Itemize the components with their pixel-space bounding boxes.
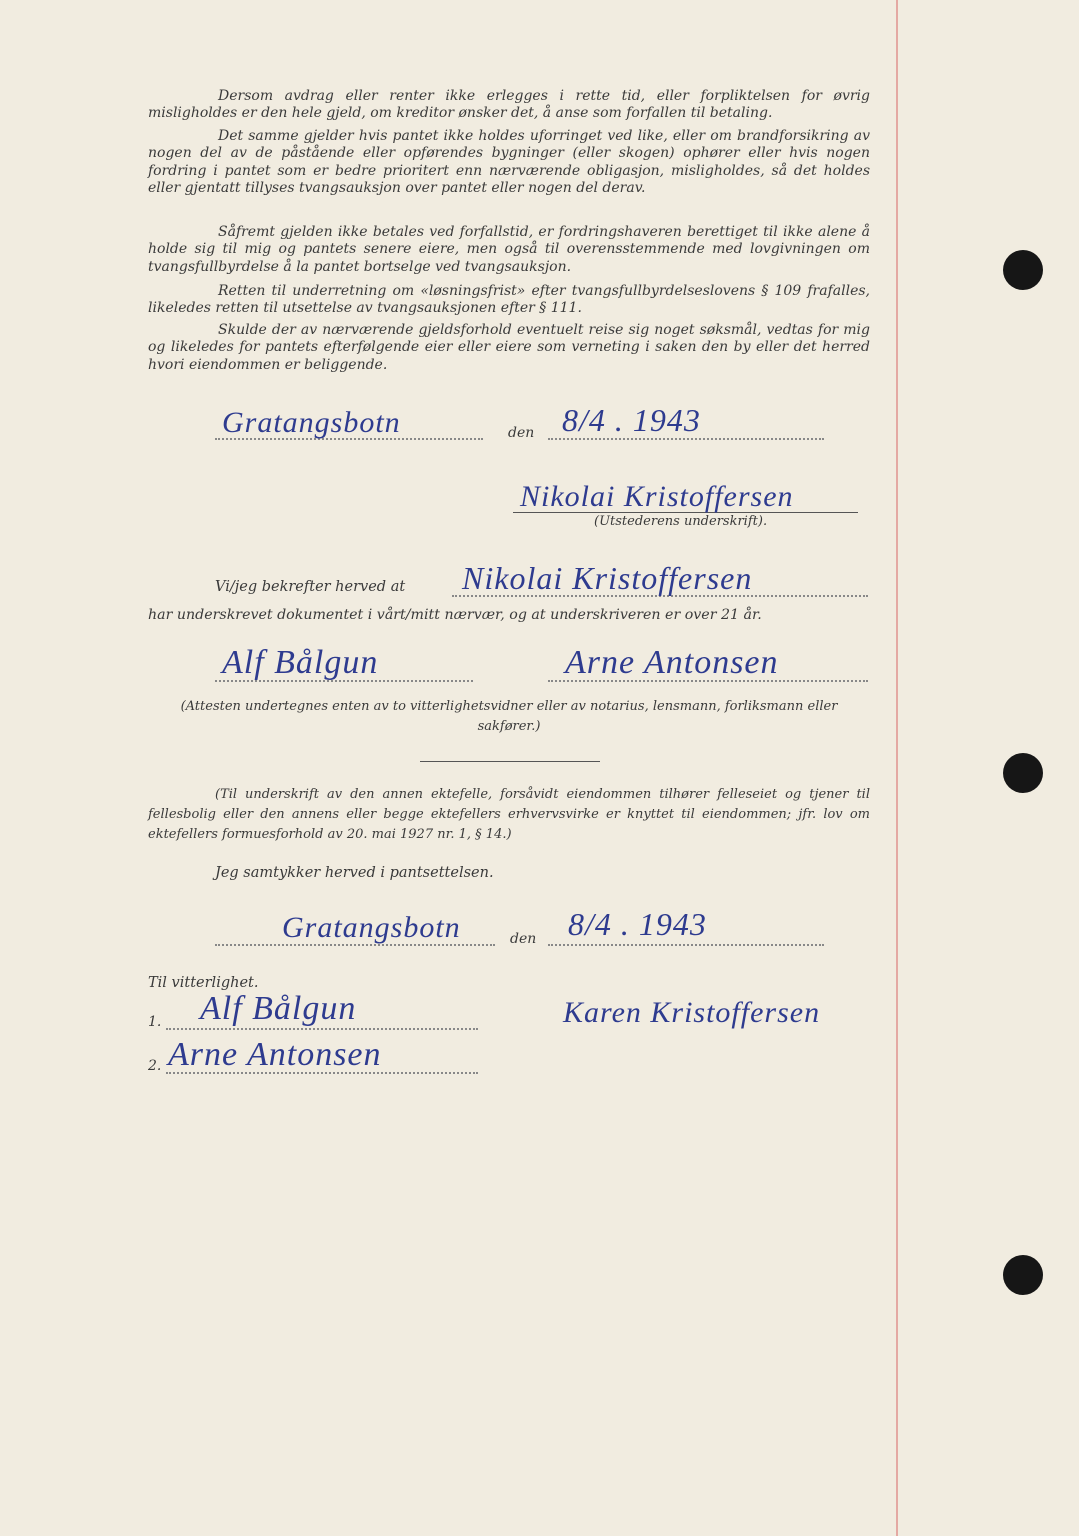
- punch-hole: [1003, 1255, 1043, 1295]
- witness-dotted-line: [166, 1028, 478, 1030]
- punch-hole: [1003, 753, 1043, 793]
- consent-statement: Jeg samtykker herved i pantsettelsen.: [215, 865, 494, 881]
- spouse-signature: Karen Kristoffersen: [563, 996, 821, 1029]
- den-label: den: [508, 425, 535, 441]
- witness-number: 1.: [148, 1014, 162, 1030]
- witnessed-name-handwriting: Nikolai Kristoffersen: [462, 560, 753, 596]
- margin-rule: [896, 0, 898, 1536]
- divider: [420, 761, 600, 762]
- terms-paragraph: Dersom avdrag eller renter ikke erlegges i rette tid, eller forpliktelsen for øvrig misligholdes er den hele gjeld, om kreditor ønsker det, å anse som forfallen til betaling.: [148, 88, 870, 122]
- punch-hole: [1003, 250, 1043, 290]
- witness-number: 2.: [148, 1058, 162, 1074]
- den-label: den: [510, 931, 537, 947]
- date-handwriting: 8/4 . 1943: [568, 906, 707, 942]
- attest-note: (Attesten undertegnes enten av to vitterlighetsvidner eller av notarius, lensmann, forliksmann eller sakfører.): [180, 699, 838, 734]
- terms-paragraph: Skulde der av nærværende gjeldsforhold eventuelt reise sig noget søksmål, vedtas for mig og likeledes for pantets efterfølgende eier eller eiere som verneting i saken den by eller det herred hvori eiendommen er beliggende.: [148, 322, 870, 373]
- terms-paragraph: Såfremt gjelden ikke betales ved forfallstid, er fordringshaveren berettiget til ikke alene å holde sig til mig og pantets senere eiere, men også til overensstemmende med lovgivningen om tvangsfullbyrdelse å la pantet bortselge ved tvangsauksjon.: [148, 224, 870, 275]
- witness-statement-prefix: Vi/jeg bekrefter herved at: [215, 579, 406, 595]
- date-handwriting: 8/4 . 1943: [562, 402, 701, 438]
- issuer-caption: (Utstederens underskrift).: [594, 514, 768, 529]
- place-handwriting: Gratangsbotn: [282, 911, 461, 944]
- date-dotted-line: [548, 944, 824, 946]
- witness-signature: Arne Antonsen: [565, 644, 779, 681]
- place-handwriting: Gratangsbotn: [222, 406, 401, 439]
- til-vitterlighet-label: Til vitterlighet.: [148, 975, 259, 991]
- witness-signature: Alf Bålgun: [200, 990, 357, 1027]
- issuer-signature: Nikolai Kristoffersen: [520, 480, 794, 513]
- terms-paragraph: Det samme gjelder hvis pantet ikke holdes uforringet ved like, eller om brandforsikring av nogen del av de påstående eller opførendes bygninger (eller skogen) ophører eller hvis nogen fordring i pantet som er bedre prioritert enn nærværende obligasjon, misligholdes, så det holdes eller gjentatt tillyses tvangsauksjon over pantet eller nogen del derav.: [148, 128, 870, 197]
- witness-signature: Arne Antonsen: [168, 1036, 382, 1073]
- spouse-note: (Til underskrift av den annen ektefelle, forsåvidt eiendommen tilhører felleseiet og tjener til fellesbolig eller den annens eller begge ektefellers erhvervsvirke er knyttet til eiendommen; jfr. lov om ektefellers formuesforhold av 20. mai 1927 nr. 1, § 14.): [148, 787, 870, 842]
- witness-signature: Alf Bålgun: [222, 644, 379, 681]
- terms-paragraph: Retten til underretning om «løsningsfrist» efter tvangsfullbyrdelseslovens § 109 frafalles, likeledes retten til utsettelse av tvangsauksjonen efter § 111.: [148, 283, 870, 317]
- witness-statement-continuation: har underskrevet dokumentet i vårt/mitt nærvær, og at underskriveren er over 21 år.: [148, 607, 762, 623]
